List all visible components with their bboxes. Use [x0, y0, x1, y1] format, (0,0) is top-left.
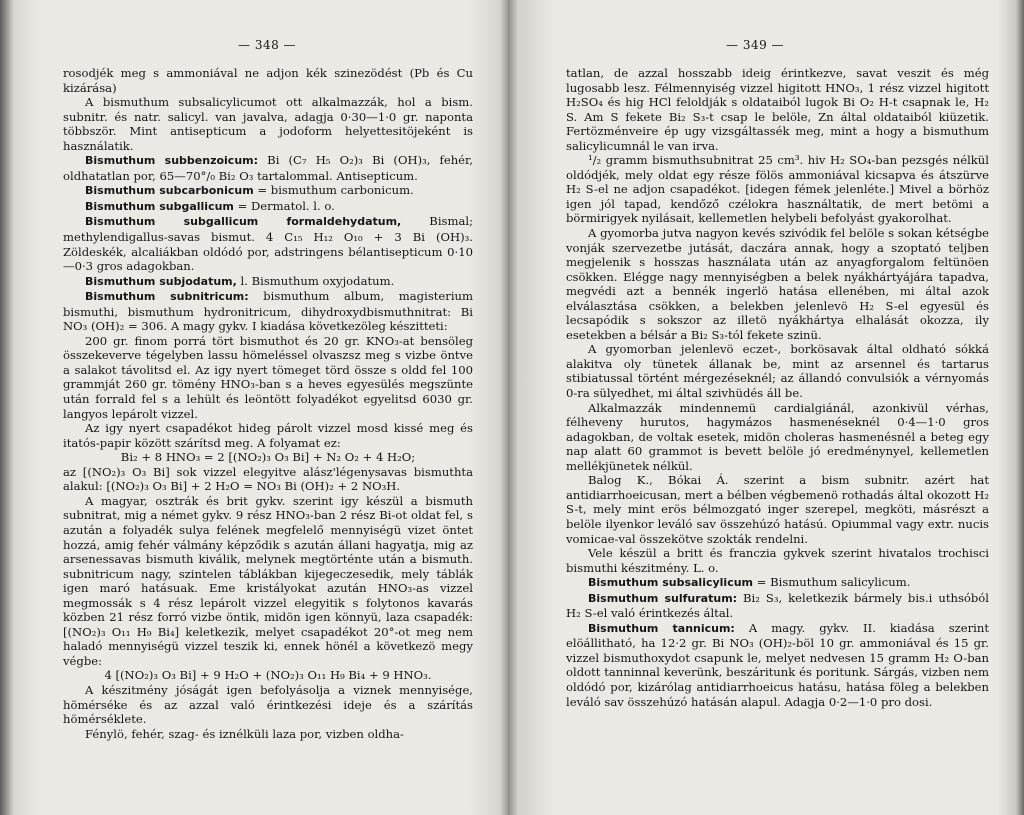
paragraph-text: bismuthum album, magisterium bismuthi, bismuthum hydronitricum, dihydroxydbismuthnitrat: Bi NO₃ (OH)₂ = 306. A magy gykv. I kiadása következöleg készitteti:	[63, 289, 473, 334]
entry-paragraph	[63, 274, 473, 290]
paragraph-text: ¹/₂ gramm bismuthsubnitrat 25 cm³. hiv H₂ SO₄-ban pezsgés nélkül oldódjék, mely oldat egy része fölös ammoniával kicsapva és átszürve H₂ S-el ne adjon csapadékot. [idegen fémek jelenléte.] Mivel a börhöz igen jól tapad, kendőző czélokra használtatik, de mert betömi a börmirigyek nyilásait, kellemetlen helybeli befolyást gyakorolhat.	[566, 153, 989, 226]
paragraph-text: 4 [(NO₂)₃ O₃ Bi] + 9 H₂O + (NO₂)₃ O₁₁ H₉ Bi₄ + 9 HNO₃.	[104, 668, 432, 683]
paragraph	[566, 226, 989, 342]
entry-paragraph	[63, 289, 473, 334]
left-page	[0, 0, 508, 815]
paragraph	[566, 546, 989, 575]
paragraph-text: Bi (C₇ H₅ O₂)₃ Bi (OH)₃, fehér, oldhatatlan por, 65—70°/₀ Bi₂ O₃ tartalommal. Antisepticum.	[63, 153, 473, 183]
paragraph	[63, 683, 473, 727]
paragraph	[63, 66, 473, 95]
paragraph-text: rosodjék meg s ammoniával ne adjon kék szinezödést (Pb és Cu kizárása)	[63, 66, 473, 95]
paragraph-text: Balog K., Bókai Á. szerint a bism subnitr. azért hat antidiarrhoeicusan, mert a bélben végbemenö rothadás által okozott H₂ S-t, mely mint erös bélmozgató inger szerepel, megköti, másrészt a belöle ilyenkor leváló sav összehúzó hatású. Opiummal vagy extr. nucis vomicae-val összekötve szokták rendelni.	[566, 473, 989, 546]
entry-heading: Bismuthum tannicum:	[588, 621, 735, 635]
page-number: — 349 —	[726, 38, 785, 52]
paragraph-text: Alkalmazzák mindennemü cardialgiánál, azonkivül vérhas, félheveny hurutos, hagymázos hasmenéseknél 0·4—1·0 gros adagokban, de voltak esetek, midön choleras hasmenésnél a beteg egy nap alatt 60 grammot is bevett belöle jó eredménynyel, kellemetlen mellékjünetek nélkül.	[566, 400, 989, 473]
paragraph-text: A bismuthum subsalicylicumot ott alkalmazzák, hol a bism. subnitr. és natr. salicyl. van javalva, adagja 0·30—1·0 gr. naponta többször. Mint antisepticum a jodoform helyettesitöjeként is használatik.	[63, 95, 473, 153]
entry-paragraph	[63, 214, 473, 273]
entry-heading: Bismuthum subbenzoicum:	[85, 154, 259, 168]
paragraph-text: Bi₂ S₃, keletkezik bármely bis.i uthsóból H₂ S-el való érintkezés által.	[566, 590, 989, 621]
entry-paragraph	[566, 591, 989, 621]
entry-paragraph	[566, 621, 989, 709]
paragraph	[566, 342, 989, 400]
paragraph-text: A magy. gykv. II. kiadása szerint elöállitható, ha 12·2 gr. Bi NO₃ (OH)₂-böl 10 gr. ammoniával és 15 gr. vizzel bismuthoxydot csapunk le, melyet nedvesen 15 gramm H₂ O-ban oldott tanninnal keverünk, beszáritunk és poritunk. Sárgás, vizben nem oldódó por, kizárólag antidiarrhoeicus hatásu, hatása föleg a belekben leváló sav összehúzó hatásán alapul. Adagja 0·2—1·0 pro dosi.	[566, 620, 989, 709]
paragraph	[63, 334, 473, 421]
paragraph-text: Bismal; methylendigallus-savas bismut. 4 C₁₅ H₁₂ O₁₀ + 3 Bi (OH)₃. Zöldeskék, alcaliákban oldódó por, adstringens bélantisepticum 0·10—0·3 gros adagokban.	[63, 214, 474, 274]
paragraph	[566, 66, 989, 153]
paragraph-text: A gyomorban jelenlevö eczet-, borkösavak által oldható sókká alakitva oly tünetek állanak be, mint az arsennel és tartarus stibiatussal történt mérgezéseknél; az állandó convulsiók a vérnyomás 0-ra sülyedhet, mi által szivhüdés áll be.	[566, 342, 989, 401]
paragraph-text: Fénylö, fehér, szag- és iznélküli laza por, vizben oldha-	[85, 726, 404, 741]
right-page	[508, 0, 1024, 815]
paragraph	[566, 473, 989, 546]
paragraph-text: az [(NO₂)₃ O₃ Bi] sok vizzel elegyitve alász'légenysavas bismuthta alakul: [(NO₂)₃ O₃ Bi] + 2 H₂O = NO₃ Bi (OH)₂ + 2 NO₃H.	[63, 464, 473, 494]
paragraph-text: Az igy nyert csapadékot hideg párolt vizzel mosd kissé meg és itatós-papir között szárítsd meg. A folyamat ez:	[63, 421, 473, 450]
paragraph-text: Bi₂ + 8 HNO₃ = 2 [(NO₂)₃ O₃ Bi] + N₂ O₂ + 4 H₂O;	[120, 450, 416, 465]
paragraph	[566, 153, 989, 226]
paragraph	[63, 95, 473, 153]
entry-paragraph	[63, 199, 473, 215]
paragraph-text: A készitmény jóságát igen befolyásolja a viznek mennyisége, hömérséke és az azzal való érintkezési ideje és a szárítás hömérséklete.	[63, 682, 473, 727]
paragraph-text: = Bismuthum salicylicum.	[753, 575, 911, 590]
paragraph	[63, 450, 473, 465]
paragraph-text: Vele készül a britt és franczia gykvek szerint hivatalos trochisci bismuthi készitmény. L. o.	[566, 546, 989, 575]
entry-paragraph	[566, 575, 989, 591]
paragraph	[63, 494, 473, 669]
paragraph-text: A gyomorba jutva nagyon kevés szivódik fel belöle s sokan kétségbe vonják szervezetbe jutását, daczára annak, hogy a szoptató teljben megjelenik s hosszas használata után az anyagforgalom feltünöen csökken. Elégge nagy mennyiségben a belek nyákhártyájára tapadva, megvédi azt a bennék ingerlö hatása ellenében, mi által azok elválasztása csökken, a belekben jelenlevö H₂ S-el egyesül és lecsapódik s sokszor az illetö nyákhártya elhalását okozza, ily esetekben a bélsár a Bi₂ S₃-tól fekete szinü.	[566, 226, 989, 342]
entry-heading: Bismuthum subcarbonicum	[85, 184, 254, 198]
paragraph-text: = bismuthum carbonicum.	[253, 183, 414, 198]
entry-heading: Bismuthum subgallicum formaldehydatum,	[85, 215, 402, 229]
paragraph	[63, 421, 473, 450]
paragraph	[63, 668, 473, 683]
page-number: — 348 —	[238, 38, 297, 52]
entry-heading: Bismuthum subgallicum	[85, 199, 234, 213]
entry-paragraph	[63, 153, 473, 183]
paragraph-text: l. Bismuthum oxyjodatum.	[236, 273, 395, 288]
paragraph	[566, 401, 989, 474]
entry-heading: Bismuthum subsalicylicum	[588, 576, 754, 590]
entry-heading: Bismuthum subjodatum,	[85, 274, 237, 288]
page-text	[566, 66, 989, 709]
entry-heading: Bismuthum sulfuratum:	[588, 591, 738, 605]
paragraph-text: A magyar, osztrák és brit gykv. szerint igy készül a bismuth subnitrat, mig a német gykv. 9 rész HNO₃-ban 2 rész Bi-ot oldat fel, s azután a folyadék sulya felének megfelelő mennyiségü vizet öntet hozzá, amig fehér válmány képződik s azután állani hagyatja, mig az arsenessavas bismuth kiválik, melynek megtörténte után a bismuth. subnitricum nagy, szintelen táblákban kijegeczesedik, mely táblák igen maró hatásuak. Eme kristályokat azután HNO₃-as vizzel megmossák s 4 rész lepárolt vizzel elegyitik s folytonos kavarás közben 21 rész forró vizbe öntik, midön igen könnyü, laza csapadék: [(NO₂)₃ O₁₁ H₉ Bi₄] keletkezik, melyet csapadékot 20°-ot meg nem haladó mennyiségü vizzel teszik ki, ennek hönél a következö megy végbe:	[63, 493, 473, 668]
paragraph-text: 200 gr. finom porrá tört bismuthot és 20 gr. KNO₃-at bensöleg összekeverve tégelyben lassu hömeléssel olvaszsz meg s vizbe öntve a salakot távolitsd el. Az igy nyert tömeget törd össze s oldd fel 100 grammját 260 gr. tömény HNO₃-ban s a heves egyesülés megszünte után forrald fel s a lehült és leöntött folyadékot egyelitsd 6030 gr. langyos lepárolt vizzel.	[63, 333, 473, 421]
paragraph	[63, 465, 473, 494]
entry-heading: Bismuthum subnitricum:	[85, 290, 249, 304]
paragraph-text: tatlan, de azzal hosszabb ideig érintkezve, savat veszit és még lugosabb lesz. Félmennyiség vizzel higitott HNO₃, 1 rész vizzel higitott H₂SO₄ és hig HCl feloldják s oldataiból lugok Bi O₂ H-t csapnak le, H₂ S. Am S fekete Bi₂ S₃-t csap le belöle, Zn által oldataiból kiüzetik. Fertözménveire ép ugy vizsgáltassék meg, mint a hogy a bismuthum salicylicumnál le van irva.	[566, 66, 989, 153]
paragraph	[63, 727, 473, 742]
entry-paragraph	[63, 183, 473, 199]
page-text	[63, 66, 473, 741]
paragraph-text: = Dermatol. l. o.	[233, 198, 335, 213]
